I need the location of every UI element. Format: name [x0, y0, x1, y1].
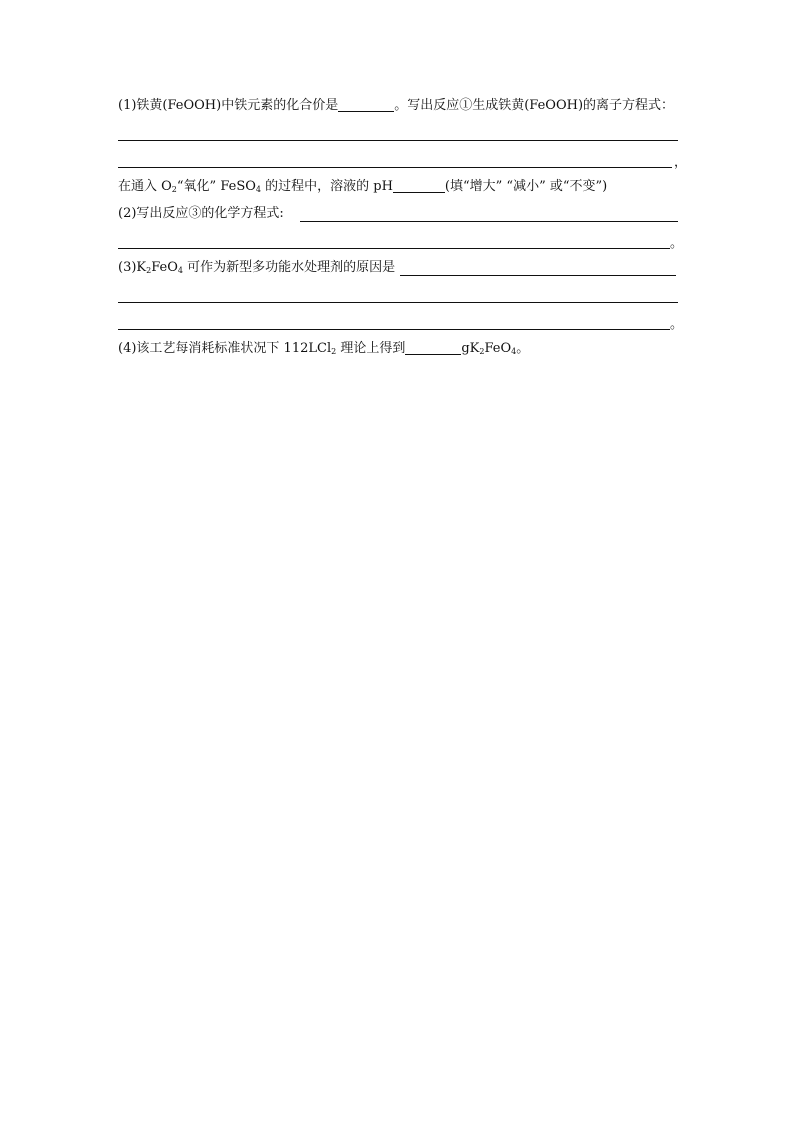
- q3-feo-subscript: 4: [177, 266, 183, 275]
- q3-line-1: [118, 254, 678, 281]
- q3-answer-line-3[interactable]: [118, 329, 670, 330]
- q1-answer-line-1[interactable]: [118, 140, 678, 141]
- q1-o2-text: 在通入 O: [118, 179, 172, 194]
- q4-period: 。: [516, 341, 530, 356]
- q2-period: 。: [670, 236, 684, 251]
- q4-k-subscript: 2: [479, 347, 485, 356]
- q3-line-3: [118, 308, 684, 335]
- q1-comma: ，: [674, 155, 688, 170]
- q2-answer-line-1[interactable]: [300, 221, 678, 222]
- q4-gk-text: gK: [461, 341, 480, 356]
- q3-answer-line-1[interactable]: [400, 275, 676, 276]
- q4-yield-text: 理论上得到: [336, 341, 406, 356]
- q3-k-text: (3)K: [118, 260, 147, 275]
- q1-feso4-subscript: 4: [255, 185, 261, 194]
- q3-reason-text: 可作为新型多功能水处理剂的原因是: [183, 260, 396, 275]
- q1-valence-blank[interactable]: [338, 96, 394, 112]
- q1-text-a: (1)铁黄(FeOOH)中铁元素的化合价是: [118, 98, 339, 113]
- q1-line-3: [118, 146, 688, 173]
- q1-answer-line-2[interactable]: [118, 167, 672, 168]
- q4-feo-text: FeO: [484, 341, 512, 356]
- q4-o-subscript: 4: [511, 347, 517, 356]
- q1-feso4-text: “氧化” FeSO: [176, 179, 256, 194]
- q4-cl2-text: (4)该工艺每消耗标准状况下 112LCl: [118, 341, 332, 356]
- q1-o2-subscript: 2: [171, 185, 177, 194]
- q3-period: 。: [670, 317, 684, 332]
- q1-ph-text: 的过程中，溶液的 pH: [260, 179, 393, 194]
- q4-mass-blank[interactable]: [405, 339, 461, 355]
- q3-answer-line-2[interactable]: [118, 302, 678, 303]
- q1-text-b: 。写出反应①生成铁黄(FeOOH)的离子方程式：: [394, 98, 675, 113]
- q1-line-2: [118, 119, 678, 146]
- q3-line-2: [118, 281, 678, 308]
- q1-ph-blank[interactable]: [393, 177, 445, 193]
- q4-cl2-subscript: 2: [331, 347, 337, 356]
- q1-line-4: [118, 173, 678, 200]
- q2-line-1: [118, 200, 678, 227]
- q2-line-2: [118, 227, 684, 254]
- q1-line-1: [118, 92, 678, 119]
- q2-answer-line-2[interactable]: [118, 248, 670, 249]
- q3-feo-text: FeO: [151, 260, 178, 275]
- q2-text: (2)写出反应③的化学方程式:: [118, 206, 284, 221]
- document-body: [118, 92, 688, 362]
- q3-k-subscript: 2: [146, 266, 152, 275]
- q4-line-1: [118, 335, 678, 362]
- q1-ph-hint: (填“增大” “减小” 或“不变”): [444, 179, 608, 194]
